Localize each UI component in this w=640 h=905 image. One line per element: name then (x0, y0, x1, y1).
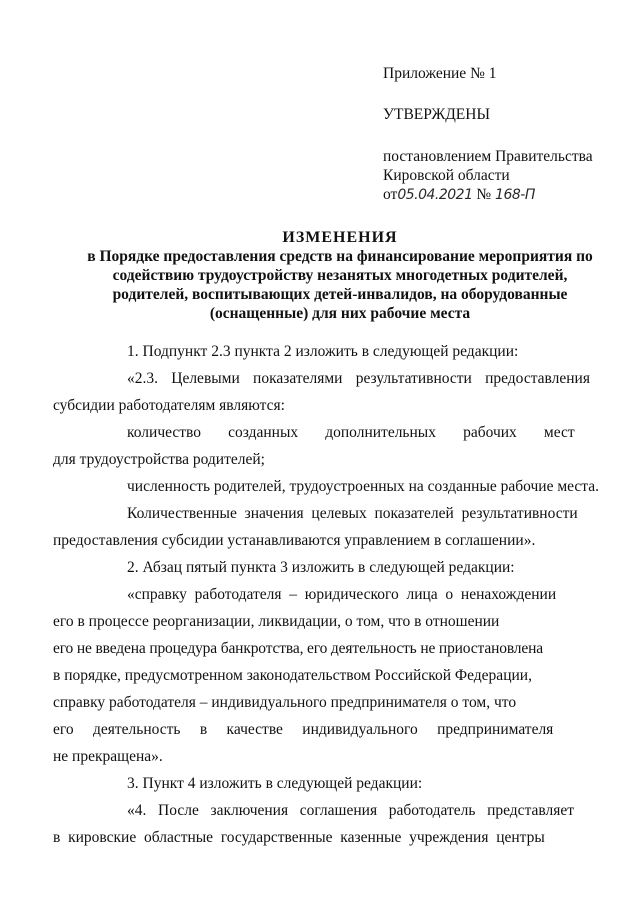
document-title (60, 228, 620, 323)
document-body (53, 338, 600, 851)
decree-date-line (383, 185, 623, 205)
title-line: родителей, воспитывающих детей-инвалидов, на оборудованные (112, 286, 568, 303)
paragraph-item-1: 1. Подпункт 2.3 пункта 2 изложить в следующей редакции: (127, 343, 519, 360)
text-line: не прекращена». (53, 748, 163, 765)
title-line: в Порядке предоставления средств на финансирование мероприятия по (87, 248, 593, 265)
text-line: субсидии работодателям являются: (53, 397, 285, 414)
handwritten-date: 05.04.2021 (397, 187, 473, 203)
title-heading: ИЗМЕНЕНИЯ (282, 229, 398, 246)
decree-line-2: Кировской области (383, 167, 510, 184)
handwritten-number: 168-П (495, 187, 535, 203)
title-line: содействию трудоустройству незанятых многодетных родителей, (112, 267, 568, 284)
paragraph-2-3 (53, 365, 590, 419)
paragraph-4 (53, 797, 590, 851)
text-line: справку работодателя – индивидуального предпринимателя о том, что (53, 694, 517, 711)
paragraph-headcount: численность родителей, трудоустроенных на созданные рабочие места. (127, 478, 600, 495)
text-line: «2.3. Целевыми показателями результативности предоставления (127, 370, 590, 387)
text-line: его в процессе реорганизации, ликвидации, о том, что в отношении (53, 613, 500, 630)
paragraph-count (53, 419, 590, 473)
paragraph-item-3: 3. Пункт 4 изложить в следующей редакции: (127, 775, 423, 792)
text-line: в порядке, предусмотренном законодательством Российской Федерации, (53, 667, 532, 684)
text-line: его не введена процедура банкротства, его деятельность не приостановлена (53, 640, 543, 657)
decree-line-1: постановлением Правительства (383, 148, 593, 165)
text-line: «справку работодателя – юридического лица о ненахождении (127, 586, 557, 603)
text-line: предоставления субсидии устанавливаются управлением в соглашении». (53, 532, 536, 549)
text-line: для трудоустройства родителей; (53, 451, 265, 468)
text-line: количество созданных дополнительных рабочих мест (127, 424, 575, 441)
title-line: (оснащенные) для них рабочие места (209, 305, 471, 322)
date-prefix: от (383, 186, 398, 203)
approved-stamp: УТВЕРЖДЕНЫ (383, 106, 490, 123)
number-sign: № (476, 186, 492, 203)
paragraph-certificate (53, 581, 590, 770)
approval-block (383, 64, 623, 205)
appendix-number: Приложение № 1 (383, 65, 497, 82)
paragraph-item-2: 2. Абзац пятый пункта 3 изложить в следующей редакции: (127, 559, 515, 576)
text-line: «4. После заключения соглашения работодатель представляет (127, 802, 575, 819)
text-line: в кировские областные государственные казенные учреждения центры (53, 829, 545, 846)
text-line: его деятельность в качестве индивидуального предпринимателя (53, 721, 554, 738)
text-line: Количественные значения целевых показателей результативности (127, 505, 578, 522)
paragraph-values (53, 500, 590, 554)
